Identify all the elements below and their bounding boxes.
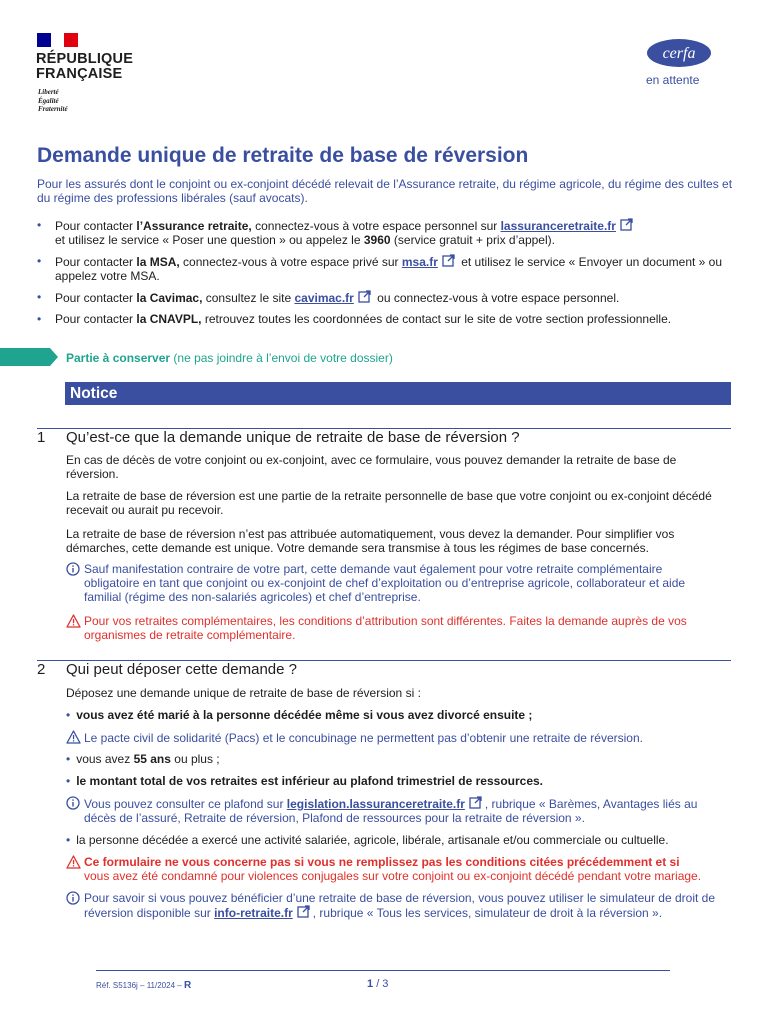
warning-icon — [66, 855, 81, 869]
keep-notice: Partie à conserver (ne pas joindre à l’envoi de votre dossier) — [66, 351, 393, 365]
flag-logo — [37, 33, 78, 47]
info-icon — [66, 891, 80, 905]
contact-item-msa: • Pour contacter la MSA, connectez-vous à votre espace privé sur msa.fr et utilisez le service « Envoyer un document » ou appelez votre MSA. — [37, 254, 737, 283]
section1-warning: Pour vos retraites complémentaires, les conditions d’attribution sont différentes. Faites la demande auprès de vos organismes de retraite complémentaire. — [66, 614, 716, 642]
rf-title-line2: FRANÇAISE — [36, 66, 123, 82]
contact-item-cavimac: • Pour contacter la Cavimac, consultez le site cavimac.fr ou connectez-vous à votre espace personnel. — [37, 290, 737, 305]
section2-warning-pacs: Le pacte civil de solidarité (Pacs) et le concubinage ne permettent pas d’obtenir une retraite de réversion. — [66, 730, 726, 745]
keep-marker-arrow — [0, 348, 58, 366]
cerfa-status: en attente — [646, 73, 700, 87]
contact-item-cnavpl: • Pour contacter la CNAVPL, retrouvez toutes les coordonnées de contact sur le site de votre section professionnelle. — [37, 312, 737, 326]
link-legislation[interactable]: legislation.lassuranceretraite.fr — [286, 797, 465, 811]
eligibility-item-income: • le montant total de vos retraites est inférieur au plafond trimestriel de ressources. — [66, 774, 544, 788]
cerfa-logo — [646, 38, 712, 68]
section2-number: 2 — [37, 661, 46, 678]
motto-egalite: Égalité — [38, 96, 59, 105]
section1-paragraph3: La retraite de base de réversion n’est pas attribuée automatiquement, vous devez la demander. Pour simplifier vos démarches, cette demande est unique. Votre demande sera transmise à tous les régimes de base concernés. — [66, 527, 675, 555]
eligibility-item-activity: • la personne décédée a exercé une activité salariée, agricole, libérale, artisanale et/ou commerciale ou cultuelle. — [66, 833, 669, 847]
section2-info-plafond: Vous pouvez consulter ce plafond sur legislation.lassuranceretraite.fr , rubrique « Barèmes, Avantages liés au décès de l’assuré, Retraite de réversion, Plafond de ressources pour la retraite de réversion ». — [66, 796, 730, 825]
external-link-icon — [297, 905, 310, 918]
notice-header: Notice — [65, 382, 731, 405]
bullet-icon: • — [66, 774, 71, 788]
intro-text: Pour les assurés dont le conjoint ou ex-conjoint décédé relevait de l’Assurance retraite, du régime agricole, du régime des cultes et du régime des professions libérales (sauf avocats). — [37, 177, 733, 205]
link-info-retraite[interactable]: info-retraite.fr — [214, 906, 293, 920]
external-link-icon — [469, 796, 482, 809]
section1-title: Qu’est-ce que la demande unique de retraite de base de réversion ? — [66, 429, 520, 446]
footer-rule — [96, 970, 670, 971]
info-icon — [66, 562, 80, 576]
external-link-icon — [442, 254, 455, 267]
section1-info: Sauf manifestation contraire de votre part, cette demande vaut également pour votre retraite complémentaire obligatoire en tant que conjoint ou ex-conjoint de chef d’exploitation ou d’entreprise agricole, collaborateur et aide familial (régime des non-salariés agricoles) et chef d’entreprise. — [66, 562, 716, 604]
link-lassuranceretraite[interactable]: lassuranceretraite.fr — [500, 219, 616, 233]
section2-info-simulator: Pour savoir si vous pouvez bénéficier d’une retraite de base de réversion, vous pouvez utiliser le simulateur de droit de réversion disponible sur info-retraite.fr , rubrique « Tous les services, simulateur de droit à la réversion ». — [66, 891, 730, 920]
warning-icon — [66, 730, 81, 744]
eligibility-item-married: • vous avez été marié à la personne décédée même si vous avez divorcé ensuite ; — [66, 708, 533, 722]
section1-paragraph1: En cas de décès de votre conjoint ou ex-conjoint, avec ce formulaire, vous pouvez demander la retraite de base de réversion. — [66, 453, 677, 481]
bullet-icon: • — [66, 708, 71, 722]
motto-liberte: Liberté — [38, 88, 59, 96]
bullet-icon: • — [66, 833, 71, 847]
contact-list — [37, 218, 737, 333]
republique-francaise-logo — [36, 52, 133, 82]
motto-fraternite: Fraternité — [38, 105, 68, 113]
bullet-icon: • — [66, 752, 71, 766]
rf-motto — [38, 88, 68, 114]
form-reference: Réf. S5136j – 11/2024 – R — [96, 980, 192, 991]
section2-warning-conditions: Ce formulaire ne vous concerne pas si vous ne remplissez pas les conditions citées précédemment et si vous avez été condamné pour violences conjugales sur votre conjoint ou ex-conjoint décédé pendant votre mariage. — [66, 855, 730, 883]
rf-title-line1: RÉPUBLIQUE — [36, 51, 134, 67]
info-icon — [66, 796, 80, 810]
section2-title: Qui peut déposer cette demande ? — [66, 661, 297, 678]
page-title: Demande unique de retraite de base de réversion — [37, 144, 529, 167]
section2-lead: Déposez une demande unique de retraite de base de réversion si : — [66, 686, 421, 700]
eligibility-item-age: • vous avez 55 ans ou plus ; — [66, 752, 220, 766]
external-link-icon — [358, 290, 371, 303]
contact-item-assurance-retraite: • Pour contacter l’Assurance retraite, connectez-vous à votre espace personnel sur lassuranceretraite.fr et utilisez le service « Poser une question » ou appelez le 3960 (service gratuit + prix d’appel). — [37, 218, 737, 247]
section1-number: 1 — [37, 429, 46, 446]
external-link-icon — [620, 218, 633, 231]
section1-paragraph2: La retraite de base de réversion est une partie de la retraite personnelle de base que votre conjoint ou ex-conjoint décédé recevait ou aurait pu recevoir. — [66, 489, 712, 517]
page-number: 1 / 3 — [367, 978, 389, 990]
cerfa-logo-text: cerfa — [662, 45, 696, 62]
link-msa[interactable]: msa.fr — [401, 255, 438, 269]
warning-icon — [66, 614, 81, 628]
link-cavimac[interactable]: cavimac.fr — [294, 291, 354, 305]
